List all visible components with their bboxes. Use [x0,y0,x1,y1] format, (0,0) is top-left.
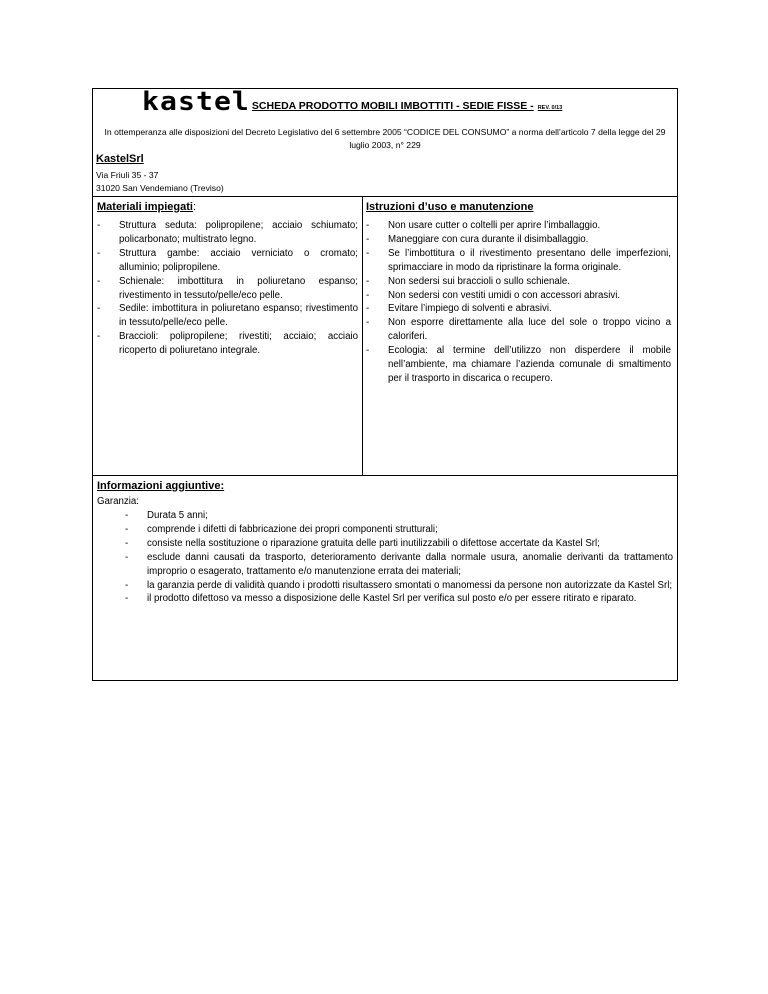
header-section [93,89,677,197]
list-item [97,579,673,593]
title-line [142,87,563,117]
bullet-dash: - [366,247,370,259]
list-item [366,219,671,233]
list-item-text: Non sedersi con vestiti umidi o con accessori abrasivi. [388,289,621,301]
list-item-text: Se l’imbottitura o il rivestimento presentano delle imperfezioni, sprimacciare in modo da ripristinare la forma originale. [388,247,671,273]
list-item-text: Schienale: imbottitura in poliuretano espanso; rivestimento in tessuto/pelle/eco pelle. [119,275,358,301]
list-item [366,247,671,275]
company-address-line1: Via Friuli 35 - 37 [96,170,159,180]
list-item [97,551,673,579]
bullet-dash: - [366,303,370,315]
list-item [366,302,671,316]
warranty-list [97,509,673,606]
list-item [366,316,671,344]
materials-heading-colon: : [192,201,197,213]
bullet-dash: - [97,331,101,343]
list-item-text: Braccioli: polipropilene; rivestiti; acciaio; acciaio ricoperto di poliuretano integrale. [119,331,358,357]
materials-column [93,197,363,475]
info-section [93,476,677,680]
list-item [366,275,671,289]
two-column-section [93,197,677,476]
list-item-text: Maneggiare con cura durante il disimballaggio. [388,233,589,245]
bullet-dash: - [97,303,101,315]
list-item [97,302,358,330]
bullet-dash: - [366,233,370,245]
product-sheet [92,88,678,681]
list-item-text: comprende i difetti di fabbricazione dei propri componenti strutturali; [147,523,438,535]
bullet-dash: - [125,593,129,605]
bullet-dash: - [366,220,370,231]
bullet-dash: - [125,551,129,563]
list-item-text: il prodotto difettoso va messo a disposizione delle Kastel Srl per verifica sul posto e/o per essere ritirato e riparato. [147,593,637,605]
list-item-text: Ecologia: al termine dell’utilizzo non disperdere il mobile nell’ambiente, ma chiamare l’azienda comunale di smaltimento per il trasporto in discarica o recupero. [388,345,671,384]
list-item-text: Evitare l’impiego di solventi e abrasivi. [388,303,552,315]
bullet-dash: - [125,579,129,591]
document-title: SCHEDA PRODOTTO MOBILI IMBOTTITI - SEDIE FISSE - [251,100,534,112]
instructions-heading: Istruzioni d’uso e manutenzione [366,201,534,213]
bullet-dash: - [125,523,129,535]
legal-intro: In ottemperanza alle disposizioni del Decreto Legislativo del 6 settembre 2005 “CODICE DEL CONSUMO” a norma dell’articolo 7 della legge del 29 luglio 2003, n° 229 [104,127,666,150]
list-item [97,523,673,537]
company-address-line2: 31020 San Vendemiano (Treviso) [96,183,224,193]
list-item-text: Non esporre direttamente alla luce del sole o troppo vicino a caloriferi. [388,317,671,343]
bullet-dash: - [366,289,370,301]
list-item [366,233,671,247]
list-item [366,289,671,303]
list-item [97,219,358,247]
list-item [97,537,673,551]
list-item-text: la garanzia perde di validità quando i prodotti risultassero smontati o manomessi da persone non autorizzate da Kastel Srl; [147,579,673,591]
bullet-dash: - [366,345,370,357]
list-item-text: Struttura gambe: acciaio verniciato o cromato; alluminio; polipropilene. [119,247,358,273]
revision-label: REV. 0/13 [537,105,563,111]
bullet-dash: - [97,247,101,259]
list-item [97,330,358,358]
bullet-dash: - [97,275,101,287]
company-name: KastelSrl [96,153,144,165]
list-item-text: esclude danni causati da trasporto, deterioramento derivante dalla normale usura, anomalie derivanti da trattamento improprio o esagerato, trattamento e/o manutenzione errata dei materiali; [147,551,673,577]
bullet-dash: - [97,220,101,231]
bullet-dash: - [366,317,370,329]
list-item-text: Struttura seduta: polipropilene; acciaio schiumato; policarbonato; multistrato legno. [119,220,358,245]
bullet-dash: - [125,510,129,521]
list-item [97,247,358,275]
list-item-text: Sedile: imbottitura in poliuretano espanso; rivestimento in tessuto/pelle/eco pelle. [119,303,358,329]
list-item-text: Durata 5 anni; [147,510,208,521]
materials-heading [97,200,358,214]
materials-list [97,219,358,358]
bullet-dash: - [366,275,370,287]
materials-heading-text: Materiali impiegati [97,201,193,213]
list-item [366,344,671,386]
list-item-text: consiste nella sostituzione o riparazione gratuita delle parti inutilizzabili o difettose accertate da Kastel Srl; [147,537,600,549]
bullet-dash: - [125,537,129,549]
list-item-text: Non sedersi sui braccioli o sullo schienale. [388,275,571,287]
kastel-logo: kastel [142,87,250,117]
info-heading: Informazioni aggiuntive: [97,480,225,492]
warranty-label: Garanzia: [97,496,139,507]
instructions-column [363,197,677,475]
list-item [97,275,358,303]
list-item [97,509,673,523]
instructions-list [366,219,671,386]
list-item-text: Non usare cutter o coltelli per aprire l’imballaggio. [388,220,601,231]
list-item [97,592,673,606]
